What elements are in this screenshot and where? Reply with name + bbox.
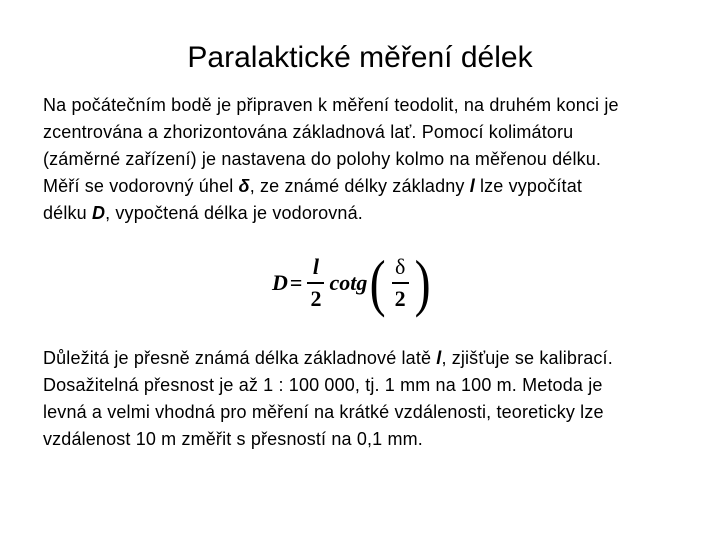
distance-formula [272, 247, 433, 318]
text-run: délku [43, 203, 92, 223]
distance-symbol: D [91, 203, 106, 223]
slide-title: Paralaktické měření délek [187, 41, 533, 74]
text-line: levná a velmi vhodná pro měření na krátké vzdálenosti, teoreticky lze [43, 402, 604, 422]
fraction-delta-over-2 [392, 254, 409, 312]
fraction-bar [307, 282, 324, 284]
text-run: Důležitá je přesně známá délka základnové latě [43, 348, 437, 368]
text-run: , zjišťuje se kalibrací. [441, 348, 613, 368]
intro-paragraph [43, 92, 693, 227]
fraction-denominator: 2 [394, 286, 406, 311]
text-line [43, 173, 693, 200]
text-line: vzdálenost 10 m změřit s přesností na 0,1 mm. [43, 429, 423, 449]
formula-equals: = [289, 270, 303, 295]
text-line: zcentrována a zhorizontována základnová lať. Pomocí kolimátoru [43, 122, 574, 142]
fraction-l-over-2 [307, 254, 324, 312]
text-line: Dosažitelná přesnost je až 1 : 100 000, tj. 1 mm na 100 m. Metoda je [43, 375, 603, 395]
fraction-numerator: δ [394, 254, 406, 279]
left-parenthesis: ( [369, 247, 386, 318]
fraction-denominator: 2 [310, 286, 322, 311]
text-line [43, 200, 693, 227]
text-run: , vypočtená délka je vodorovná. [105, 203, 363, 223]
text-line: (záměrné zařízení) je nastavena do polohy kolmo na měřenou délku. [43, 149, 602, 169]
angle-symbol-delta: δ [238, 176, 250, 196]
cotangent-function: cotg [329, 270, 368, 295]
notes-paragraph [43, 345, 693, 453]
text-run: Měří se vodorovný úhel [43, 176, 239, 196]
text-run: , ze známé délky základny [249, 176, 470, 196]
text-run: lze vypočítat [474, 176, 583, 196]
right-parenthesis: ) [414, 247, 431, 318]
base-length-symbol: l [436, 348, 442, 368]
base-length-symbol: l [469, 176, 475, 196]
text-line [43, 345, 693, 372]
fraction-numerator: l [312, 254, 319, 279]
text-line: Na počátečním bodě je připraven k měření teodolit, na druhém konci je [43, 95, 619, 115]
fraction-bar [392, 282, 409, 284]
formula-lhs: D [272, 270, 288, 295]
